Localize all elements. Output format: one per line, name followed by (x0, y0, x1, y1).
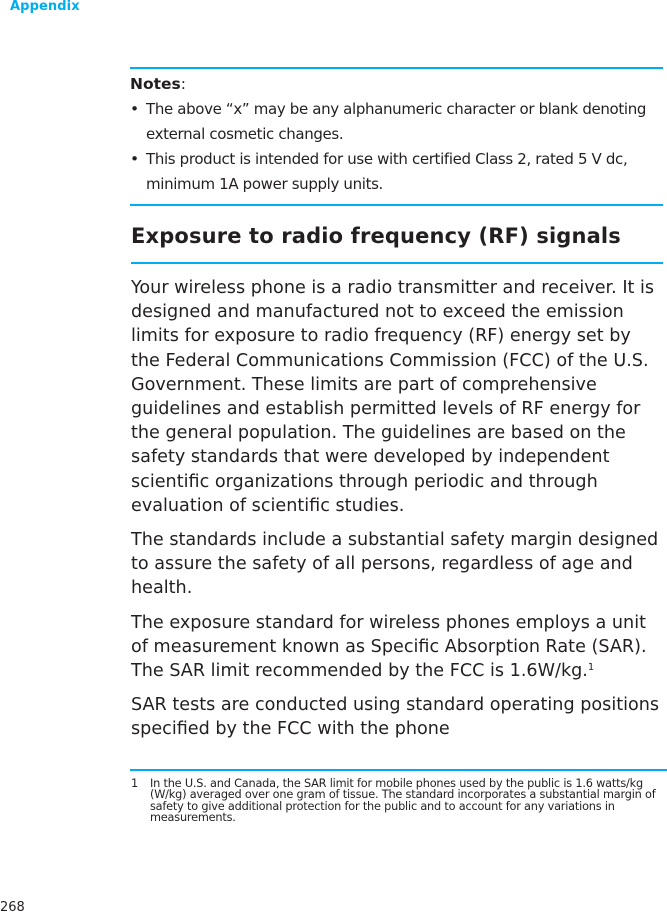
footnote-marker: 1 (587, 662, 595, 674)
footnote (131, 778, 664, 823)
notes-box (130, 67, 663, 206)
footnote-text: In the U.S. and Canada, the SAR limit for mobile phones used by the public is 1.6 watts/kg (W/kg) averaged over one gram of tissue. The standard incorporates a substantial margin of safety to give additional protection for the public and to account for any variations in measurements. (150, 777, 656, 824)
footnote-number: 1 (131, 777, 139, 790)
footnote-divider (130, 769, 667, 771)
page-number: 268 (0, 900, 25, 915)
note-text: This product is intended for use with certified Class 2, rated 5 V dc, minimum 1A power supply units. (146, 150, 628, 193)
paragraph (131, 611, 665, 684)
section-label: Appendix (10, 0, 80, 14)
section-heading: Exposure to radio frequency (RF) signals (131, 222, 663, 264)
paragraph: SAR tests are conducted using standard operating positions specified by the FCC with the phone (131, 695, 660, 740)
paragraph-text: The exposure standard for wireless phones employs a unit of measurement known as Specific Absorption Rate (SAR). The SAR limit recommended by the FCC is 1.6W/kg. (131, 612, 647, 682)
paragraph: The standards include a substantial safety margin designed to assure the safety of all persons, regardless of age and health. (131, 530, 659, 599)
notes-title-colon: : (180, 75, 187, 93)
bullet-icon: • (130, 150, 140, 168)
notes-title-label: Notes (130, 75, 181, 93)
paragraph: Your wireless phone is a radio transmitter and receiver. It is designed and manufactured not to exceed the emission limits for exposure to radio frequency (RF) energy set by the Federal Communications Commission (FCC) of the U.S. Government. These limits are part of comprehensive guidelines and establish permitted levels of RF energy for the general population. The guidelines are based on the safety standards that were developed by independent scientific organizations through periodic and through evaluation of scientific studies. (131, 278, 655, 516)
bullet-icon: • (130, 100, 140, 118)
body-text (131, 276, 665, 752)
notes-title (130, 72, 663, 97)
note-item (130, 97, 663, 147)
note-text: The above “x” may be any alphanumeric character or blank denoting external cosmetic changes. (146, 100, 647, 143)
note-item (130, 147, 663, 197)
